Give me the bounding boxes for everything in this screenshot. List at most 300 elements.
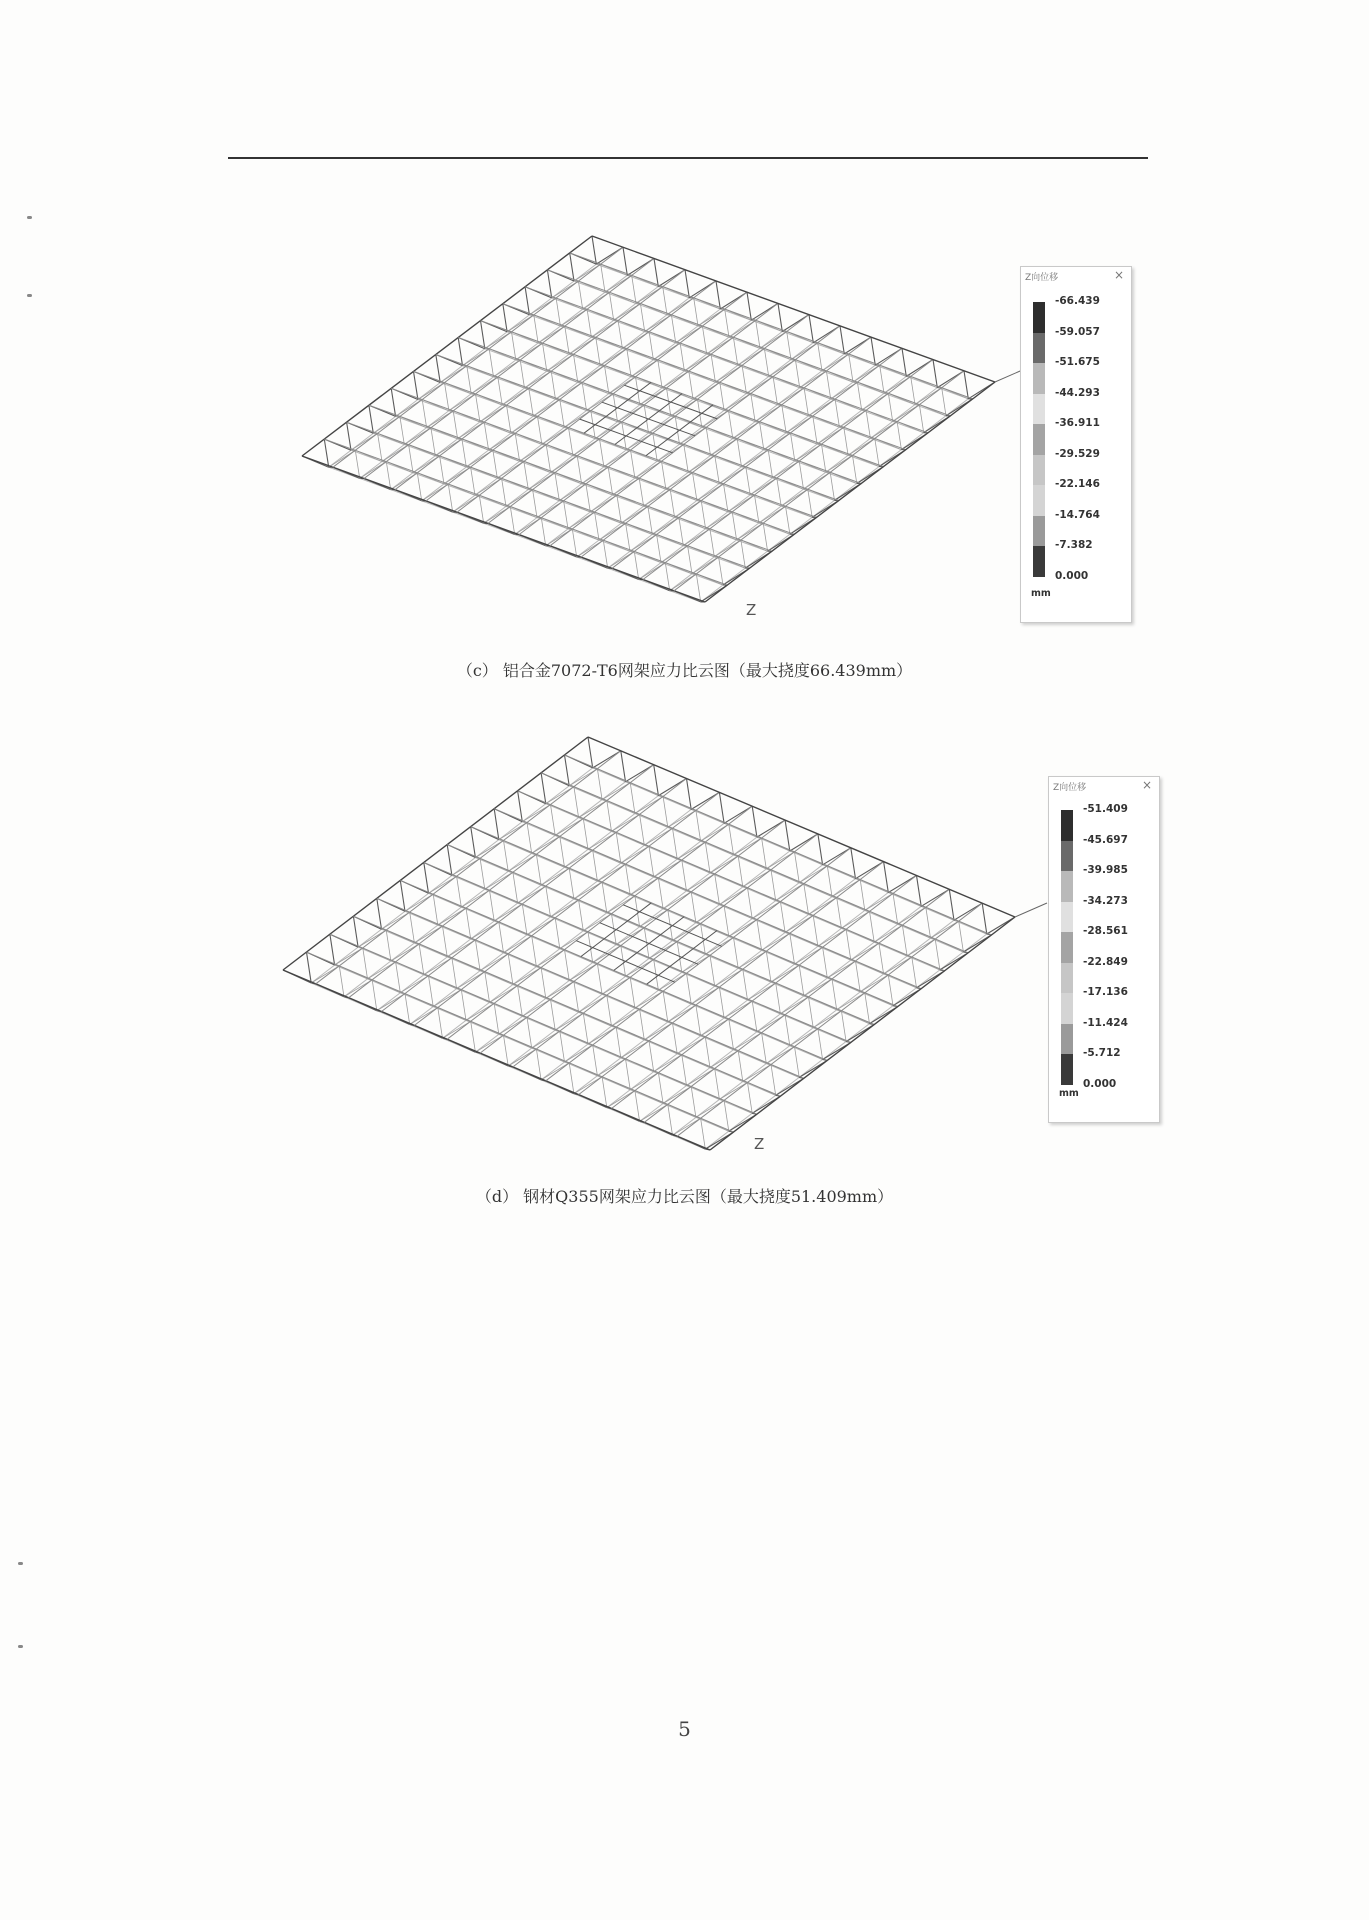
- truss-member: [832, 979, 837, 1010]
- truss-member: [508, 954, 513, 985]
- legend-value-label: -29.529: [1055, 447, 1100, 460]
- truss-member: [871, 337, 875, 365]
- truss-member: [724, 806, 752, 823]
- truss-member: [809, 315, 813, 343]
- legend-title: Z向位移: [1025, 273, 1059, 283]
- truss-member: [841, 1011, 846, 1042]
- truss-member: [693, 473, 697, 501]
- truss-member: [719, 792, 724, 823]
- truss-member: [572, 529, 576, 557]
- truss-member: [417, 473, 421, 501]
- truss-member: [742, 365, 746, 393]
- truss-member: [448, 484, 452, 512]
- truss-member: [729, 824, 734, 855]
- legend-color-segment: [1033, 394, 1045, 425]
- legend-value-label: 0.000: [1083, 1077, 1117, 1090]
- close-icon[interactable]: ×: [1141, 778, 1152, 792]
- truss-member: [982, 903, 987, 934]
- truss-member: [710, 917, 1015, 1150]
- truss-member: [485, 872, 513, 889]
- truss-member: [555, 473, 559, 501]
- truss-member: [612, 1009, 640, 1026]
- truss-member: [729, 1019, 734, 1050]
- truss-member: [339, 966, 344, 997]
- truss-member: [536, 854, 541, 885]
- truss-member: [808, 489, 812, 517]
- truss-member: [785, 820, 790, 851]
- truss-member: [760, 422, 764, 450]
- truss-member: [443, 926, 448, 957]
- z-axis-label: Z: [746, 601, 757, 619]
- truss-member: [649, 332, 653, 360]
- truss-member: [405, 994, 410, 1025]
- truss-member: [635, 1091, 640, 1122]
- truss-member: [757, 820, 785, 837]
- truss-member: [654, 765, 659, 796]
- truss-member: [623, 247, 627, 275]
- truss-member: [593, 751, 621, 768]
- truss-member: [762, 1033, 767, 1064]
- truss-member: [616, 1027, 621, 1058]
- truss-member: [846, 929, 851, 960]
- truss-member: [436, 355, 440, 383]
- truss-member: [764, 349, 768, 377]
- truss-member: [866, 410, 870, 438]
- truss-member: [565, 326, 569, 354]
- truss-member: [748, 983, 776, 1000]
- truss-member: [355, 450, 359, 478]
- truss-member: [586, 484, 590, 512]
- truss-member: [893, 893, 898, 924]
- truss-member: [569, 964, 597, 981]
- truss-member: [391, 944, 419, 961]
- truss-member: [551, 999, 556, 1030]
- truss-member: [574, 882, 602, 899]
- truss-member: [644, 828, 672, 845]
- truss-member: [518, 791, 523, 822]
- truss-member: [674, 371, 964, 591]
- truss-member: [597, 964, 602, 995]
- truss-member: [583, 1013, 588, 1044]
- truss-member: [504, 936, 532, 953]
- truss-member: [782, 405, 786, 433]
- legend-color-segment: [1061, 932, 1073, 963]
- legend-value-label: -66.439: [1055, 295, 1100, 307]
- legend-value-label: -22.146: [1055, 478, 1100, 490]
- truss-member: [632, 275, 636, 303]
- truss-member: [378, 433, 382, 461]
- truss-member: [433, 990, 461, 1007]
- truss-member: [640, 1009, 645, 1040]
- legend-value-label: -7.382: [1055, 539, 1093, 551]
- truss-member: [720, 382, 724, 410]
- close-icon[interactable]: ×: [1113, 268, 1124, 282]
- truss-member: [409, 445, 413, 473]
- truss-member: [773, 377, 777, 405]
- truss-member: [959, 921, 964, 952]
- truss-member: [748, 1082, 753, 1113]
- truss-member: [569, 868, 574, 899]
- truss-member: [719, 557, 723, 585]
- truss-member: [372, 980, 377, 1011]
- truss-member: [596, 337, 600, 365]
- truss-member: [603, 540, 607, 568]
- truss-member: [851, 943, 879, 960]
- truss-member: [510, 507, 514, 535]
- truss-member: [738, 1051, 743, 1082]
- truss-member: [461, 990, 466, 1021]
- truss-member: [626, 523, 630, 551]
- truss-member: [912, 957, 917, 988]
- truss-member: [538, 416, 542, 444]
- truss-member: [696, 1100, 724, 1117]
- truss-member: [484, 422, 488, 450]
- truss-member: [879, 943, 884, 974]
- legend-unit: mm: [1031, 588, 1051, 599]
- truss-member: [546, 848, 851, 1081]
- truss-member: [677, 1037, 705, 1054]
- truss-member: [602, 783, 630, 800]
- legend-color-segment: [1033, 333, 1045, 364]
- truss-member: [597, 769, 602, 800]
- truss-member: [741, 540, 745, 568]
- truss-member: [532, 1031, 560, 1048]
- truss-member: [853, 455, 857, 483]
- truss-member: [499, 922, 504, 953]
- truss-member: [790, 933, 795, 964]
- truss-member: [364, 259, 654, 479]
- truss-member: [626, 864, 631, 895]
- truss-member: [513, 872, 518, 903]
- truss-member: [551, 371, 555, 399]
- truss-member: [710, 1051, 738, 1068]
- truss-member: [541, 773, 968, 953]
- truss-member: [826, 371, 830, 399]
- figure-caption-d: （d） 钢材Q355网架应力比云图（最大挠度51.409mm）: [475, 1187, 894, 1206]
- truss-member: [627, 349, 631, 377]
- displacement-legend-d: [1048, 776, 1160, 1123]
- truss-member: [766, 852, 794, 869]
- truss-member: [691, 792, 719, 809]
- truss-member: [588, 737, 593, 768]
- truss-member: [541, 773, 546, 804]
- truss-member: [515, 433, 519, 461]
- truss-member: [827, 961, 855, 978]
- truss-member: [592, 236, 596, 264]
- truss-member: [790, 834, 818, 851]
- displacement-legend-c: [1020, 266, 1132, 623]
- truss-member: [799, 461, 803, 489]
- truss-member: [954, 903, 982, 920]
- truss-member: [921, 889, 949, 906]
- truss-member: [884, 957, 912, 974]
- legend-value-label: 0.000: [1055, 569, 1089, 582]
- truss-member: [555, 918, 560, 949]
- truss-member: [658, 779, 686, 796]
- truss-member: [551, 805, 556, 836]
- truss-member: [532, 836, 560, 853]
- truss-member: [685, 270, 689, 298]
- legend-value-label: -45.697: [1083, 833, 1128, 846]
- truss-member: [616, 832, 621, 863]
- truss-member: [751, 394, 755, 422]
- truss-member: [768, 450, 772, 478]
- truss-member: [471, 827, 476, 858]
- space-frame-model-c: [0, 0, 1369, 660]
- truss-member: [687, 779, 692, 810]
- truss-member: [626, 765, 654, 782]
- truss-member: [555, 819, 583, 836]
- truss-member: [382, 779, 687, 1012]
- truss-member: [588, 737, 1015, 917]
- truss-member: [597, 864, 625, 881]
- truss-member: [1015, 903, 1047, 917]
- truss-member: [533, 490, 537, 518]
- truss-member: [639, 478, 643, 506]
- truss-member: [688, 546, 692, 574]
- truss-member: [508, 854, 536, 871]
- legend-labels: [1055, 295, 1100, 600]
- truss-member: [353, 916, 358, 947]
- truss-member: [424, 863, 429, 894]
- truss-member: [529, 388, 533, 416]
- truss-member: [410, 912, 415, 943]
- legend-value-label: -28.561: [1083, 925, 1128, 937]
- truss-member: [743, 1065, 771, 1082]
- truss-member: [822, 444, 826, 472]
- legend-color-segment: [1033, 302, 1045, 333]
- truss-member: [673, 1023, 678, 1054]
- truss-member: [498, 377, 502, 405]
- truss-member: [766, 1047, 794, 1064]
- legend-value-label: -14.764: [1055, 508, 1100, 521]
- truss-member: [419, 944, 424, 975]
- legend-value-label: -34.273: [1083, 894, 1128, 907]
- truss-member: [687, 874, 715, 891]
- truss-member: [949, 889, 954, 920]
- truss-member: [480, 954, 508, 971]
- truss-member: [766, 951, 771, 982]
- truss-member: [433, 894, 438, 925]
- truss-member: [578, 281, 582, 309]
- legend-color-segment: [1061, 810, 1073, 841]
- truss-member: [587, 309, 591, 337]
- truss-member: [618, 321, 622, 349]
- truss-member: [475, 1035, 503, 1052]
- truss-member: [503, 304, 507, 332]
- truss-member: [657, 535, 661, 563]
- truss-member: [705, 1037, 710, 1068]
- truss-member: [668, 1104, 673, 1135]
- truss-member: [719, 987, 724, 1018]
- truss-member: [607, 896, 635, 913]
- truss-member: [577, 456, 581, 484]
- truss-member: [518, 791, 945, 971]
- truss-member: [818, 1029, 823, 1060]
- truss-member: [522, 904, 527, 935]
- truss-member: [857, 382, 861, 410]
- truss-member: [724, 1001, 752, 1018]
- truss-member: [607, 995, 612, 1026]
- truss-member: [813, 915, 818, 946]
- truss-member: [565, 950, 570, 981]
- truss-member: [705, 842, 710, 873]
- truss-member: [560, 1031, 565, 1062]
- truss-member: [445, 383, 449, 411]
- truss-member: [546, 886, 551, 917]
- legend-color-segment: [1033, 516, 1045, 547]
- truss-member: [551, 900, 579, 917]
- truss-member: [579, 862, 884, 1095]
- legend-color-segment: [1033, 363, 1045, 394]
- truss-member: [790, 1029, 818, 1046]
- truss-member: [536, 950, 564, 967]
- truss-member: [475, 940, 480, 971]
- truss-member: [330, 934, 335, 965]
- truss-member: [747, 292, 751, 320]
- truss-member: [711, 354, 715, 382]
- truss-member: [481, 321, 485, 349]
- truss-member: [644, 889, 949, 1122]
- truss-member: [621, 1041, 649, 1058]
- truss-member: [630, 783, 635, 814]
- truss-member: [837, 898, 842, 929]
- truss-member: [649, 846, 654, 877]
- truss-member: [324, 439, 328, 467]
- truss-member: [452, 958, 457, 989]
- legend-unit: mm: [1059, 1088, 1079, 1099]
- truss-member: [746, 467, 750, 495]
- truss-member: [466, 908, 471, 939]
- truss-member: [691, 1087, 696, 1118]
- truss-member: [617, 495, 621, 523]
- truss-member: [888, 393, 892, 421]
- truss-member: [396, 962, 401, 993]
- legend-color-segment: [1061, 841, 1073, 872]
- truss-member: [579, 995, 607, 1012]
- truss-member: [467, 366, 471, 394]
- truss-member: [823, 848, 851, 865]
- truss-member: [865, 993, 870, 1024]
- truss-member: [860, 880, 865, 911]
- truss-member: [795, 1047, 800, 1078]
- legend-value-label: -59.057: [1055, 325, 1100, 338]
- truss-member: [785, 915, 813, 932]
- truss-member: [827, 866, 832, 897]
- truss-member: [748, 888, 753, 919]
- truss-member: [658, 360, 662, 388]
- scan-mark: [18, 1645, 23, 1648]
- truss-member: [597, 1059, 625, 1076]
- legend-value-label: -44.293: [1055, 386, 1100, 399]
- z-axis-label: Z: [754, 1135, 765, 1153]
- truss-member: [512, 332, 516, 360]
- truss-member: [608, 467, 612, 495]
- truss-member: [673, 924, 701, 941]
- truss-member: [541, 518, 545, 546]
- truss-member: [898, 907, 926, 924]
- truss-member: [780, 902, 785, 933]
- truss-member: [911, 377, 915, 405]
- truss-member: [701, 1118, 706, 1149]
- figure-caption-c: （c） 铝合金7072-T6网架应力比云图（最大挠度66.439mm）: [456, 661, 913, 680]
- truss-member: [724, 484, 728, 512]
- truss-member: [743, 969, 748, 1000]
- truss-member: [649, 1041, 654, 1072]
- truss-member: [687, 1069, 715, 1086]
- truss-member: [536, 1049, 541, 1080]
- truss-member: [607, 801, 612, 832]
- legend-color-segment: [1061, 1054, 1073, 1085]
- truss-member: [756, 320, 760, 348]
- truss-member: [902, 925, 907, 956]
- truss-member: [532, 936, 537, 967]
- truss-member: [734, 937, 739, 968]
- truss-member: [630, 977, 635, 1008]
- truss-member: [560, 836, 565, 867]
- truss-member: [438, 908, 466, 925]
- truss-member: [368, 962, 396, 979]
- truss-member: [654, 860, 682, 877]
- legend-color-segment: [1061, 993, 1073, 1024]
- truss-member: [377, 898, 382, 929]
- truss-member: [724, 906, 729, 937]
- truss-member: [696, 810, 701, 841]
- legend-value-label: -51.409: [1083, 803, 1128, 815]
- truss-member: [813, 416, 817, 444]
- truss-member: [691, 892, 696, 923]
- truss-member: [818, 929, 846, 946]
- truss-member: [771, 1065, 776, 1096]
- truss-member: [422, 400, 426, 428]
- truss-member: [602, 882, 607, 913]
- truss-member: [705, 937, 733, 954]
- truss-member: [414, 371, 418, 399]
- legend-color-segment: [1033, 546, 1045, 577]
- legend-color-bar: [1033, 302, 1045, 577]
- truss-member: [447, 940, 475, 957]
- truss-member: [840, 326, 844, 354]
- truss-member: [621, 846, 649, 863]
- truss-member: [569, 428, 573, 456]
- truss-member: [520, 360, 524, 388]
- truss-member: [574, 981, 579, 1012]
- truss-member: [919, 405, 923, 433]
- truss-member: [776, 884, 804, 901]
- truss-member: [476, 394, 480, 422]
- truss-member: [715, 969, 743, 986]
- truss-member: [663, 991, 668, 1022]
- truss-member: [479, 495, 483, 523]
- truss-member: [302, 456, 705, 602]
- truss-member: [763, 523, 767, 551]
- truss-member: [663, 1087, 691, 1104]
- truss-member: [902, 348, 906, 376]
- truss-member: [865, 893, 893, 910]
- truss-member: [513, 968, 541, 985]
- truss-member: [696, 1005, 701, 1036]
- truss-member: [942, 388, 946, 416]
- truss-member: [701, 1019, 729, 1036]
- truss-member: [663, 892, 691, 909]
- truss-member: [716, 281, 720, 309]
- truss-member: [630, 1073, 658, 1090]
- truss-member: [687, 973, 692, 1004]
- truss-member: [696, 574, 700, 602]
- truss-member: [458, 338, 462, 366]
- truss-member: [583, 819, 588, 850]
- truss-member: [665, 563, 669, 591]
